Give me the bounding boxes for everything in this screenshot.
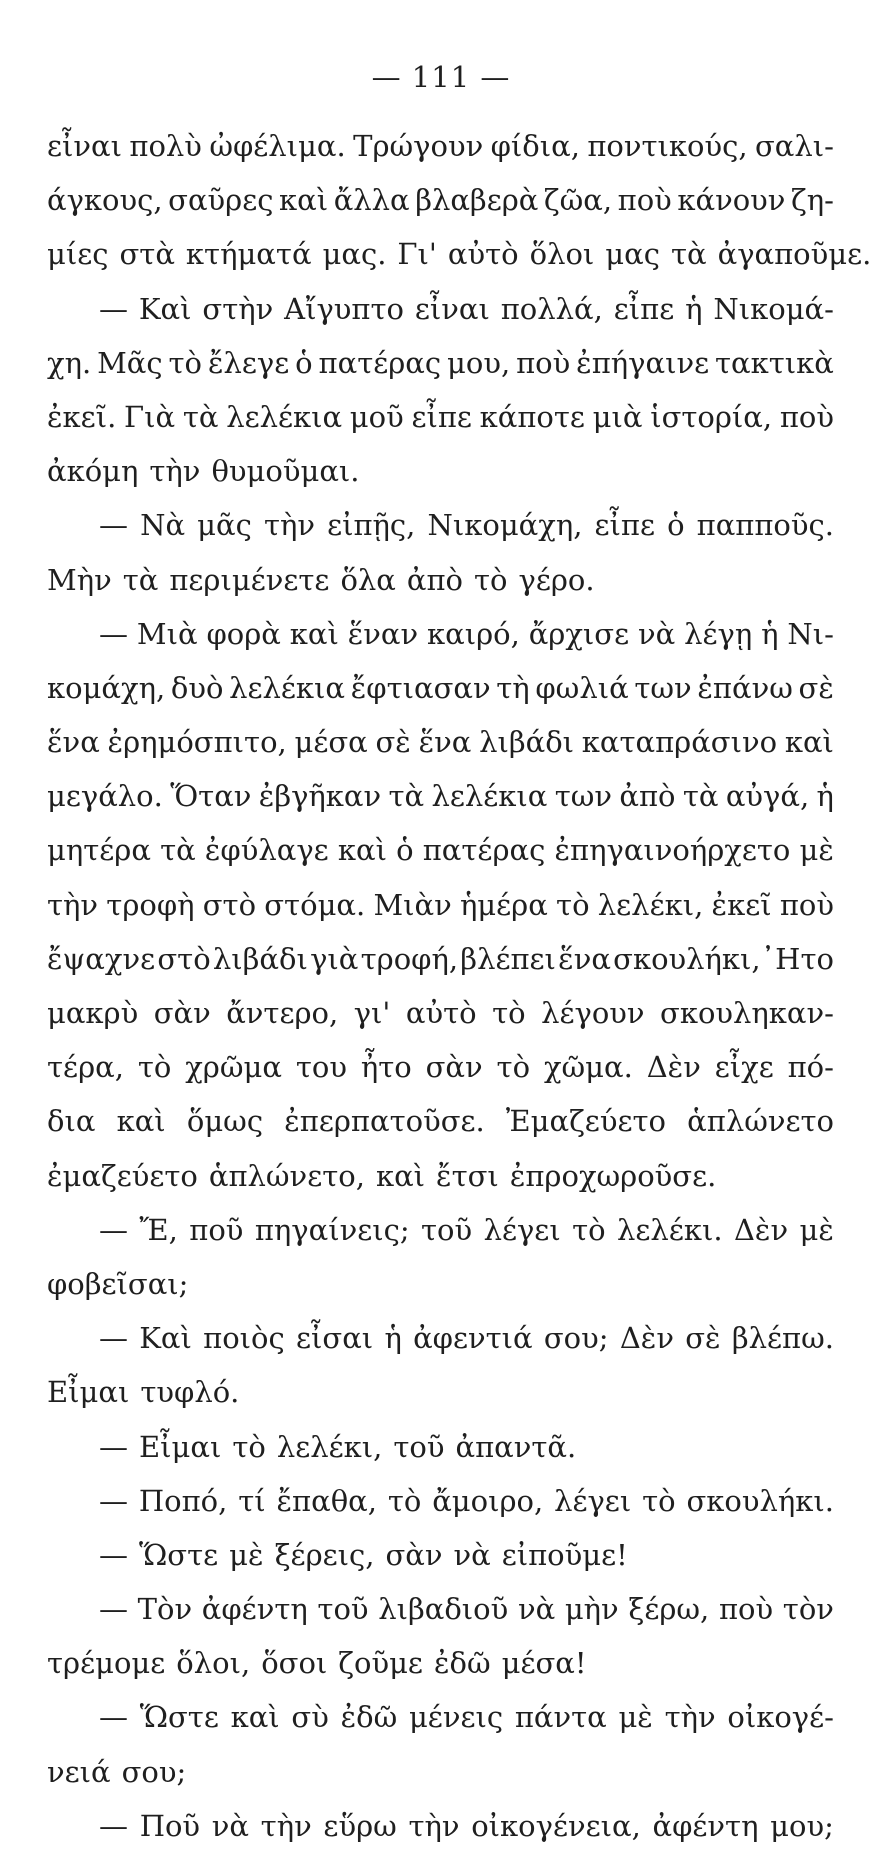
text-line: άγκους, σαῦρες καὶ ἄλλα βλαβερὰ ζῶα, ποὺ κάνουν ζη- [47,183,834,218]
text-line: — Εἶμαι τὸ λελέκι, τοῦ ἀπαντᾶ. [99,1429,577,1464]
text-line: τρέμομε ὅλοι, ὅσοι ζοῦμε ἐδῶ μέσα! [47,1646,587,1681]
text-line: — Καὶ ποιὸς εἶσαι ἡ ἀφεντιά σου; Δὲν σὲ βλέπω. [99,1321,834,1356]
text-line: — Μιὰ φορὰ καὶ ἕναν καιρό, ἄρχισε νὰ λέγῃ ἡ Νι- [99,616,834,651]
text-line: εἶναι πολὺ ὠφέλιμα. Τρώγουν φίδια, ποντικούς, σαλι- [47,129,834,163]
text-line: — Ποῦ νὰ τὴν εὕρω τὴν οἰκογένεια, ἀφέντη μου; [99,1808,834,1843]
text-line: νειά σου; [47,1754,187,1789]
text-line: ἀκόμη τὴν θυμοῦμαι. [47,454,360,489]
body-text [47,119,872,1853]
text-line: — Ἔ, ποῦ πηγαίνεις; τοῦ λέγει τὸ λελέκι. Δὲν μὲ [99,1212,834,1247]
text-line: μακρὺ σὰν ἄντερο, γι' αὐτὸ τὸ λέγουν σκουληκαν- [47,996,834,1030]
text-line: Εἶμαι τυφλό. [47,1375,240,1410]
text-line: — Καὶ στὴν Αἴγυπτο εἶναι πολλά, εἶπε ἡ Νικομά- [99,291,834,326]
text-line: Μὴν τὰ περιμένετε ὅλα ἀπὸ τὸ γέρο. [47,562,595,597]
text-line: — Ὥστε μὲ ξέρεις, σὰν νὰ εἰποῦμε! [99,1537,628,1572]
text-line: δια καὶ ὅμως ἐπερπατοῦσε. Ἐμαζεύετο ἁπλώνετο [47,1104,834,1139]
text-line: χη. Μᾶς τὸ ἔλεγε ὁ πατέρας μου, ποὺ ἐπήγαινε τακτικὰ [47,345,834,380]
page-number: — 111 — [371,60,511,94]
text-line: ἐμαζεύετο ἁπλώνετο, καὶ ἔτσι ἐπροχωροῦσε. [47,1158,717,1193]
text-line: φοβεῖσαι; [47,1266,189,1301]
text-line: — Ποπό, τί ἔπαθα, τὸ ἄμοιρο, λέγει τὸ σκουλήκι. [99,1483,834,1518]
text-line: — Νὰ μᾶς τὴν εἰπῇς, Νικομάχη, εἶπε ὁ παπποῦς. [99,508,834,543]
text-line: τὴν τροφὴ στὸ στόμα. Μιὰν ἡμέρα τὸ λελέκι, ἐκεῖ ποὺ [47,887,834,922]
text-line: ἐκεῖ. Γιὰ τὰ λελέκια μοῦ εἶπε κάποτε μιὰ ἱστορία, ποὺ [47,399,834,434]
text-line: μητέρα τὰ ἐφύλαγε καὶ ὁ πατέρας ἐπηγαινοήρχετο μὲ [47,833,834,868]
text-line: κομάχη, δυὸ λελέκια ἔφτιασαν τὴ φωλιά των ἐπάνω σὲ [47,670,834,705]
text-line: — Ὥστε καὶ σὺ ἐδῶ μένεις πάντα μὲ τὴν οἰκογέ- [99,1700,834,1735]
text-line: ἔψαχνε στὸ λιβάδι γιὰ τροφή, βλέπει ἕνα σκουλήκι,᾽Ητο [47,941,834,976]
text-line: τέρα, τὸ χρῶμα του ἦτο σὰν τὸ χῶμα. Δὲν εἶχε πό- [47,1050,834,1085]
text-line: — Τὸν ἀφέντη τοῦ λιβαδιοῦ νὰ μὴν ξέρω, ποὺ τὸν [99,1592,834,1627]
text-line: ἕνα ἐρημόσπιτο, μέσα σὲ ἕνα λιβάδι καταπράσινο καὶ [47,725,834,760]
text-line: μίες στὰ κτήματά μας. Γι' αὐτὸ ὅλοι μας τὰ ἀγαποῦμε. [47,237,872,272]
text-line: μεγάλο. Ὅταν ἐβγῆκαν τὰ λελέκια των ἀπὸ τὰ αὐγά, ἡ [47,779,834,814]
